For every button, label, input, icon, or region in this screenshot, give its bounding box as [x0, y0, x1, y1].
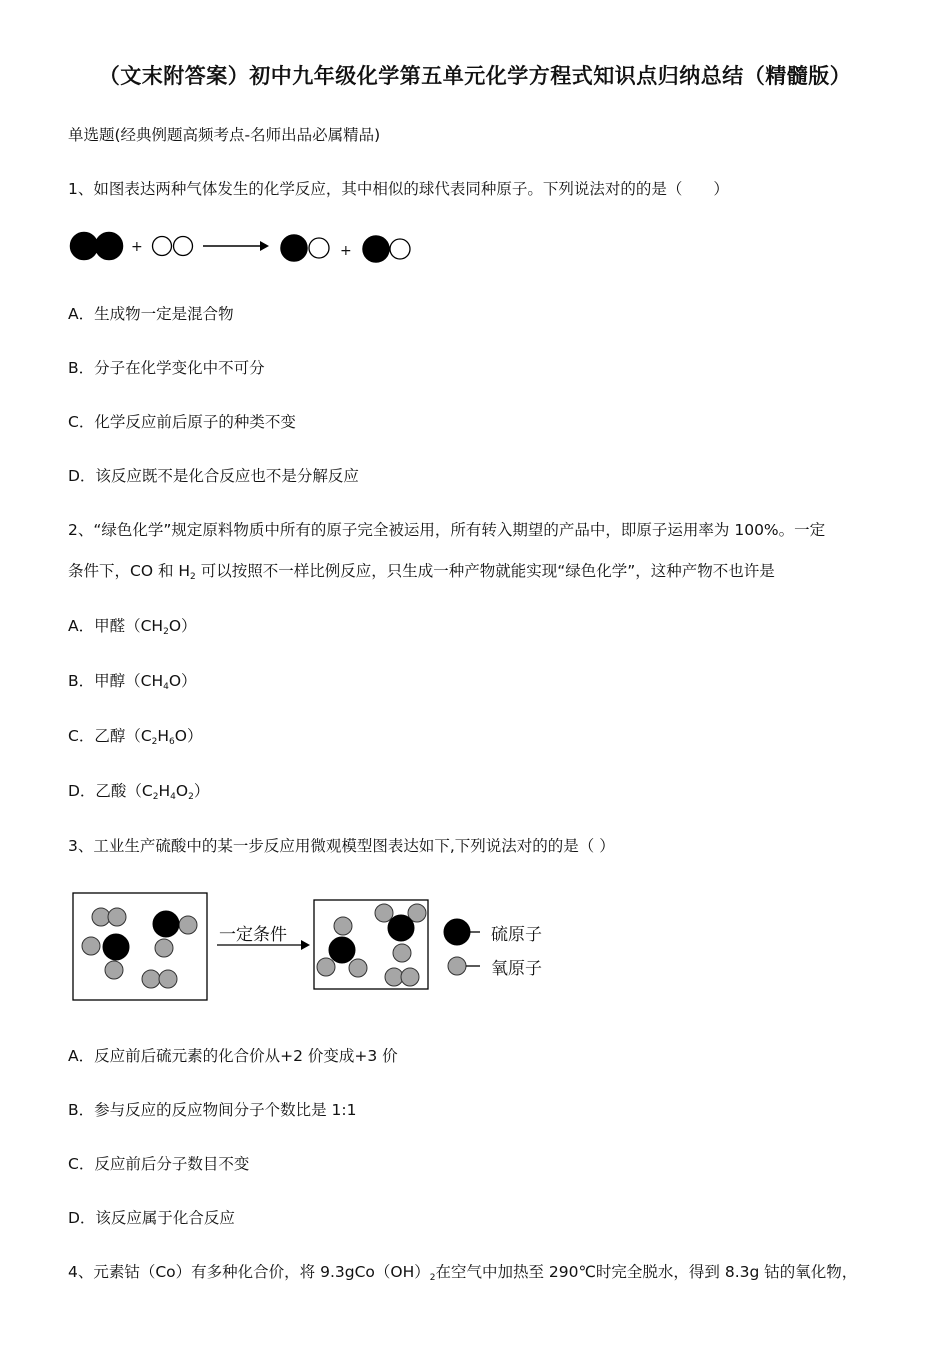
q1-option-d: D．该反应既不是化合反应也不是分解反应 — [68, 467, 359, 485]
q1-option-a: A．生成物一定是混合物 — [68, 305, 234, 323]
q1-option-b: B．分子在化学变化中不可分 — [68, 359, 265, 377]
reaction-condition: 一定条件 — [219, 925, 287, 945]
q1-option-c: C．化学反应前后原子的种类不变 — [68, 413, 296, 431]
q3-micro-model-diagram — [70, 888, 570, 1008]
oxygen-atom — [349, 959, 367, 977]
q4-stem: 4、元素钴（Co）有多种化合价，将 $9.3gCo(OH)_2$在空气中加热至 290℃时完全脱水，得到 8.3g 钴的氧化物， — [68, 1263, 858, 1283]
plus-sign: + — [340, 243, 352, 259]
sulfur-atom — [103, 934, 129, 960]
oxygen-atom — [82, 937, 100, 955]
oxygen-atom — [159, 970, 177, 988]
sulfur-atom — [153, 911, 179, 937]
q1-stem: 1、如图表达两种气体发生的化学反应，其中相似的球代表同种原子。下列说法对的的是（ ） — [68, 180, 729, 198]
oxygen-atom — [105, 961, 123, 979]
product-molecule-1 — [281, 235, 329, 261]
q2-option-b: B．甲醇$(CH_4O)$ — [68, 672, 197, 692]
oxygen-atom — [317, 958, 335, 976]
q2-option-a: A．甲醛$(CH_2O)$ — [68, 617, 197, 637]
oxygen-atom — [108, 908, 126, 926]
q3-option-b: B．参与反应的反应物间分子个数比是 1:1 — [68, 1101, 357, 1119]
page-title: （文末附答案）初中九年级化学第五单元化学方程式知识点归纳总结（精髓版） — [98, 64, 852, 88]
section-heading: 单选题(经典例题高频考点-名师出品必属精品) — [68, 126, 381, 144]
oxygen-atom — [142, 970, 160, 988]
product-molecule-2 — [363, 236, 410, 262]
sulfur-atom — [388, 915, 414, 941]
q2-stem-line2: 条件下，CO 和 $H_2$ 可以按照不一样比例反应，只生成一种产物就能实现“绿色化学”，这种产物不也许是 — [68, 562, 775, 582]
q3-stem: 3、工业生产硫酸中的某一步反应用微观模型图表达如下,下列说法对的的是（ ） — [68, 837, 615, 855]
q3-option-a: A．反应前后硫元素的化合价从+2 价变成+3 价 — [68, 1047, 398, 1065]
white-atom-icon — [153, 237, 193, 256]
oxygen-atom — [385, 968, 403, 986]
black-atom-icon — [71, 233, 123, 260]
legend-oxygen-label: 氧原子 — [491, 959, 542, 979]
q3-option-d: D．该反应属于化合反应 — [68, 1209, 235, 1227]
oxygen-atom — [179, 916, 197, 934]
plus-sign: + — [131, 239, 143, 255]
sulfur-atom — [329, 937, 355, 963]
q2-option-d: D．乙酸$(C_2H_4O_2)$ — [68, 782, 210, 802]
oxygen-atom — [393, 944, 411, 962]
q3-option-c: C．反应前后分子数目不变 — [68, 1155, 250, 1173]
oxygen-atom — [334, 917, 352, 935]
oxygen-atom — [92, 908, 110, 926]
sulfur-legend-icon — [444, 919, 470, 945]
q1-reaction-diagram — [60, 222, 430, 272]
oxygen-atom — [401, 968, 419, 986]
legend — [444, 919, 542, 979]
q2-stem-line1: 2、“绿色化学”规定原料物质中所有的原子完全被运用，所有转入期望的产品中，即原子运用率为 100%。一定 — [68, 521, 826, 539]
arrow-right-icon — [203, 241, 269, 251]
oxygen-legend-icon — [448, 957, 466, 975]
q2-option-c: C．乙醇$(C_2H_6O)$ — [68, 727, 203, 747]
legend-sulfur-label: 硫原子 — [491, 925, 542, 945]
oxygen-atom — [375, 904, 393, 922]
oxygen-atom — [155, 939, 173, 957]
